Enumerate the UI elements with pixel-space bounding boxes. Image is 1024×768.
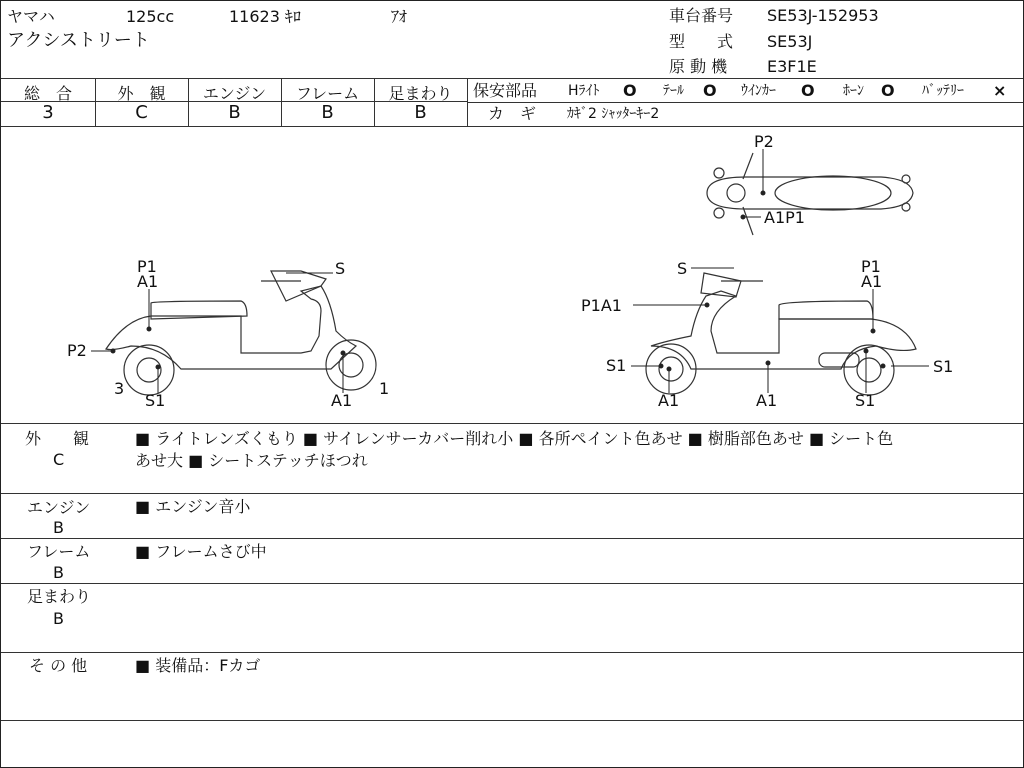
remark-suspension-label: 足まわり [27,587,92,606]
safety-winker-mark: O [801,81,815,100]
safety-winker: ｳｲﾝｶｰ [741,83,776,99]
mileage: 11623 ｷﾛ [229,7,301,26]
safety-horn-mark: O [881,81,895,100]
safety-tail: ﾃｰﾙ [663,83,684,99]
remark-other-text: ■ 装備品：Fカゴ [135,656,261,675]
remark-exterior-label: 外 観 [25,429,90,448]
diagram-label: S1 [145,391,166,410]
remark-engine-grade: B [53,518,64,537]
diagram-label: A1 [861,272,883,291]
diagram-label: A1 [137,272,159,291]
diagram-label: S1 [855,391,876,410]
diagram-label: A1 [756,391,778,410]
displacement: 125cc [126,7,175,26]
diagram-label: A1 [331,391,353,410]
diagram-label: S1 [933,357,954,376]
grade-total: 3 [42,102,54,123]
grade-frame-label: フレーム [295,84,360,103]
divider [1,538,1023,539]
diagram-label: P2 [67,341,87,360]
remark-frame-grade: B [53,563,64,582]
divider [1,493,1023,494]
safety-headlight: Hﾗｲﾄ [568,83,600,99]
divider [467,102,1023,103]
divider [1,423,1023,424]
type-value: SE53J [767,32,813,51]
remark-frame-label: フレーム [27,542,91,561]
remark-suspension-grade: B [53,609,64,628]
diagram-label: S [677,259,688,278]
safety-label: 保安部品 [473,81,538,100]
maker: ヤマハ [7,7,55,26]
grade-exterior-label: 外 観 [117,84,166,103]
grade-engine: B [228,102,241,123]
divider [1,720,1023,721]
color: ｱｵ [391,7,408,26]
diagram-label: 3 [114,379,125,398]
safety-headlight-mark: O [623,81,637,100]
safety-horn: ﾎｰﾝ [843,83,864,99]
divider [1,583,1023,584]
diagram-label: P2 [754,132,774,151]
remark-engine-text: ■ エンジン音小 [135,497,251,516]
model-name: アクシストリート [7,30,150,51]
grade-suspension: B [414,102,427,123]
divider [467,78,468,126]
safety-battery-mark: × [993,81,1007,100]
safety-tail-mark: O [703,81,717,100]
key-value: ｶｷﾞ2 ｼｬｯﾀｰｷｰ2 [567,106,660,122]
divider [1,78,1023,79]
grade-frame: B [321,102,334,123]
frame-no: SE53J-152953 [767,6,879,25]
diagram-label: A1P1 [764,208,805,227]
remark-exterior-grade: C [53,450,65,469]
grade-exterior: C [135,102,148,123]
remark-other-label: そ の 他 [29,656,88,675]
remark-engine-label: エンジン [27,498,91,517]
type-label: 型 式 [669,32,734,51]
diagram-label: S [335,259,346,278]
engine-label: 原 動 機 [669,57,728,76]
divider [1,652,1023,653]
remark-exterior-line2: あせ大 ■ シートステッチほつれ [135,451,368,470]
frame-no-label: 車台番号 [669,6,734,25]
diagram-label: A1 [658,391,680,410]
top-view-scooter [707,153,913,235]
remark-exterior-line1: ■ ライトレンズくもり ■ サイレンサーカバー削れ小 ■ 各所ペイント色あせ ■ 樹脂部色あせ ■ シート色 [135,429,894,448]
diagram-label: P1 [861,257,881,276]
diagram-label: P1A1 [581,296,622,315]
diagram-label: P1 [137,257,157,276]
grade-suspension-label: 足まわり [388,84,453,103]
engine-value: E3F1E [767,57,817,76]
grade-total-label: 総 合 [23,84,72,103]
diagram-label: S1 [606,356,627,375]
diagram-label: 1 [379,379,390,398]
grade-engine-label: エンジン [202,84,267,103]
safety-battery: ﾊﾞｯﾃﾘｰ [922,83,964,99]
key-label: カ ギ [488,104,537,123]
remark-frame-text: ■ フレームさび中 [135,542,267,561]
